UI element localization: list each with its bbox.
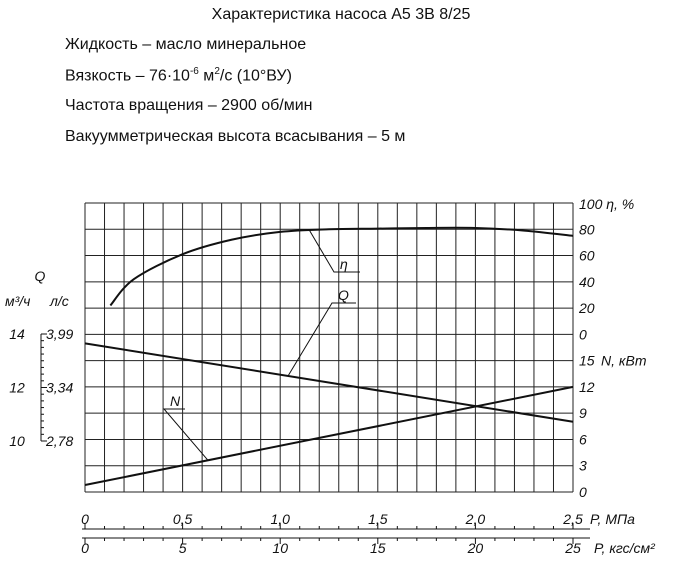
fluid-text: Жидкость – масло минеральное (65, 36, 307, 53)
speed-text: Частота вращения – 2900 об/мин (65, 97, 313, 114)
y-tick-label-flow-ls: 3,99 (46, 326, 74, 342)
y-tick-label-efficiency: 40 (579, 273, 595, 290)
chart-curves (85, 228, 573, 485)
x-tick-label-mpa: 0,5 (172, 511, 193, 527)
viscosity-unit-exponent: 2 (214, 66, 220, 77)
x-tick-label-mpa: 0 (81, 511, 89, 527)
series-q-leader (288, 303, 356, 376)
x-tick-label-kgf: 15 (370, 540, 386, 556)
x-tick-label-mpa: 2,5 (563, 511, 583, 527)
x-tick-label-kgf: 10 (272, 540, 288, 556)
series-eta-leader (309, 230, 360, 272)
y-tick-label-efficiency: 0 (579, 326, 587, 343)
y-tick-label-flow-ls: 2,78 (46, 433, 74, 449)
suction-text: Вакуумметрическая высота всасывания – 5 м (65, 128, 406, 145)
chart-grid (85, 203, 573, 492)
series-q-label: Q (338, 287, 349, 303)
series-n-leader (164, 409, 208, 460)
y-tick-label-flow-ls: 3,34 (46, 379, 74, 396)
y-tick-label-flow-m3h: 10 (9, 433, 25, 449)
y-tick-label-efficiency: 80 (579, 221, 595, 238)
x-tick-label-mpa: 1,0 (270, 511, 290, 527)
chart-title: Характеристика насоса А5 3В 8/25 (211, 6, 471, 23)
y-tick-label-power: 9 (579, 405, 587, 422)
x-tick-label-mpa: 2,0 (465, 511, 486, 527)
viscosity-suffix: /с (10°ВУ) (219, 67, 292, 85)
y-tick-label-power: 6 (579, 431, 587, 448)
y-tick-label-power: 12 (579, 378, 595, 395)
y-tick-label-efficiency: 20 (579, 300, 595, 317)
y-tick-label-flow-m3h: 14 (9, 326, 25, 342)
y-tick-label-efficiency: 60 (579, 247, 595, 264)
y-tick-label-power: 3 (579, 457, 587, 474)
y-axis-label-efficiency: 100 η, % (579, 196, 635, 212)
y-tick-label-flow-m3h: 12 (9, 379, 25, 396)
x-tick-label-kgf: 0 (81, 540, 89, 556)
chart-tick-labels (5, 196, 656, 556)
y-tick-label-power: 0 (579, 484, 587, 500)
series-eta-label: η (340, 256, 348, 272)
x-tick-label-mpa: 1,5 (368, 511, 388, 527)
x-tick-label-kgf: 5 (178, 540, 187, 556)
series-n-label: N (170, 393, 181, 409)
x-axis-label-kgf: P, кгс/см² (594, 540, 655, 556)
y-axis-label-flow-m3h: м³/ч (5, 293, 31, 309)
y-axis-label-power: N, кВт (601, 352, 647, 369)
y-axis-label-flow-ls: л/с (50, 293, 69, 309)
viscosity-exponent: -6 (189, 66, 199, 77)
y-axis-title-flow: Q (34, 268, 46, 284)
x-tick-label-kgf: 20 (467, 540, 484, 556)
x-tick-label-kgf: 25 (565, 540, 581, 556)
series-power-line (85, 387, 573, 485)
series-flow_m3h-line (85, 343, 573, 421)
viscosity-prefix: Вязкость – 76·10 (65, 67, 190, 85)
y-tick-label-power: 15 (579, 352, 595, 369)
viscosity-unit: м (198, 67, 215, 85)
x-axis-label-mpa: P, МПа (590, 511, 635, 527)
